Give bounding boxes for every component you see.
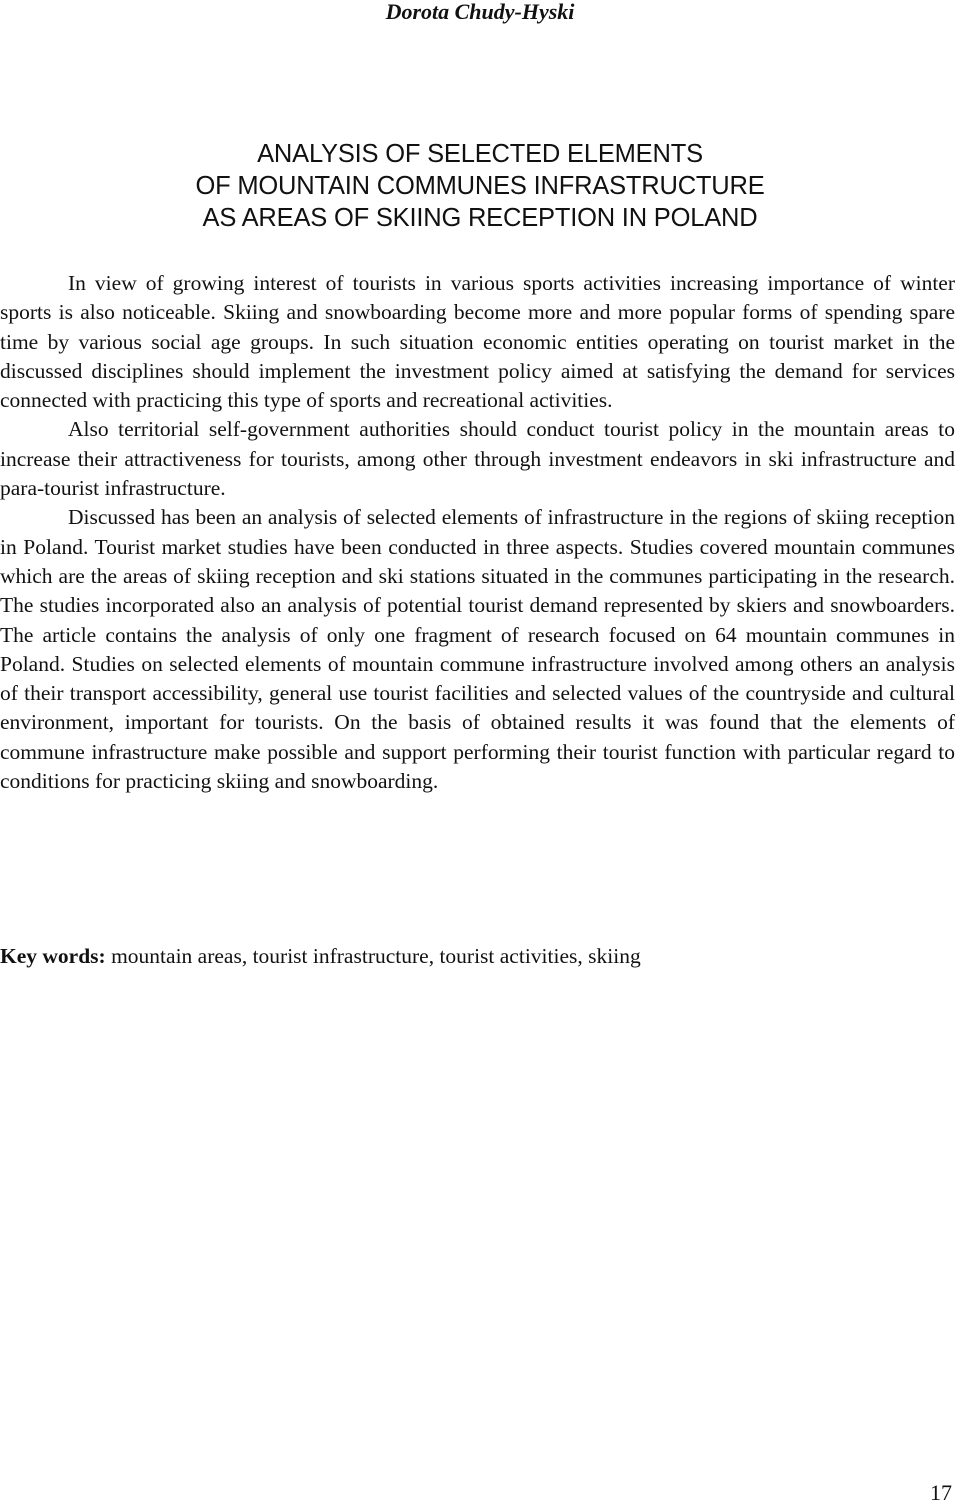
page-number: 17 <box>930 1480 952 1505</box>
keywords-text: mountain areas, tourist infrastructure, tourist activities, skiing <box>105 944 641 968</box>
keywords-label: Key words: <box>0 944 106 968</box>
title-line: OF MOUNTAIN COMMUNES INFRASTRUCTURE <box>195 172 765 200</box>
title-line: ANALYSIS OF SELECTED ELEMENTS <box>257 140 703 168</box>
keywords <box>0 941 955 971</box>
running-head-author: Dorota Chudy-Hyski <box>385 0 575 24</box>
abstract-paragraph: Also territorial self-government authorities should conduct tourist policy in the mountain areas to increase their attractiveness for tourists, among other through investment endeavors in ski infrastructure and para-tourist infrastructure. <box>0 417 955 501</box>
article-title <box>0 138 960 234</box>
title-line: AS AREAS OF SKIING RECEPTION IN POLAND <box>202 204 758 232</box>
abstract <box>0 269 955 796</box>
abstract-paragraph: Discussed has been an analysis of selected elements of infrastructure in the regions of skiing reception in Poland. Tourist market studies have been conducted in three aspects. Studies covered mountain communes which are the areas of skiing reception and ski stations situated in the communes participating in the research. The studies incorporated also an analysis of potential tourist demand represented by skiers and snowboarders. The article contains the analysis of only one fragment of research focused on 64 mountain communes in Poland. Studies on selected elements of mountain commune infrastructure involved among others an analysis of their transport accessibility, general use tourist facilities and selected values of the countryside and cultural environment, important for tourists. On the basis of obtained results it was found that the elements of commune infrastructure make possible and support performing their tourist function with particular regard to conditions for practicing skiing and snowboarding. <box>0 505 955 794</box>
abstract-paragraph: In view of growing interest of tourists in various sports activities increasing importance of winter sports is also noticeable. Skiing and snowboarding become more and more popular forms of spending spare time by various social age groups. In such situation economic entities operating on tourist market in the discussed disciplines should implement the investment policy aimed at satisfying the demand for services connected with practicing this type of sports and recreational activities. <box>0 271 955 413</box>
